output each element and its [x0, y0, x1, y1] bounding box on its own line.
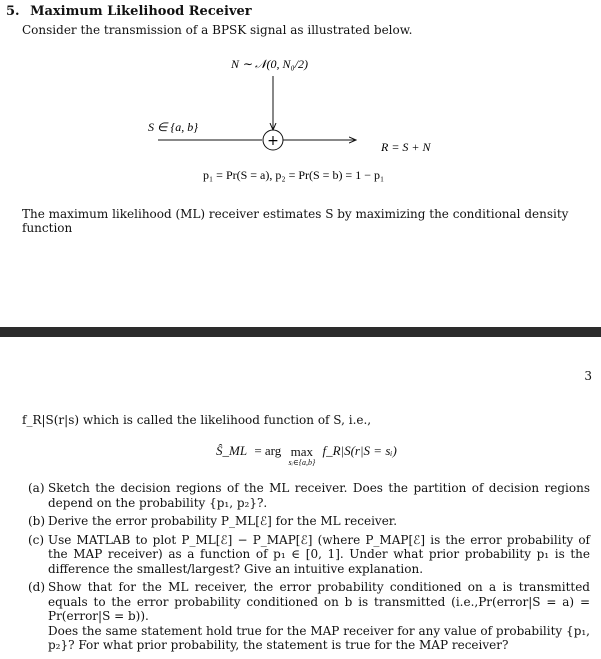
question-label: (a): [28, 481, 45, 495]
ml-paragraph-start: The maximum likelihood (ML) receiver estimates S by maximizing the conditional density function: [22, 207, 569, 235]
question-label: (c): [28, 532, 45, 547]
question-label: (b): [28, 514, 46, 528]
intro-text: Consider the transmission of a BPSK signal as illustrated below.: [22, 23, 413, 37]
problem-number: 5.: [6, 4, 20, 19]
ml-equation: [216, 443, 397, 465]
question-text-followup: Does the same statement hold true for the MAP receiver for any value of probability {p₁, p₂}? For what prior probability, the statement is true for the MAP receiver?: [48, 623, 590, 652]
question-text: Derive the error probability P_ML[ℰ] for the ML receiver.: [48, 514, 398, 528]
ml-paragraph-end: f_R|S(r|s) which is called the likelihood function of S, i.e.,: [22, 413, 372, 427]
equation-max: max: [290, 444, 314, 459]
output-label: R = S + N: [381, 140, 431, 154]
problem-title: Maximum Likelihood Receiver: [30, 4, 252, 19]
question-c: [28, 533, 590, 577]
question-list: [28, 481, 590, 657]
equation-rhs: f_R|S(r|S = sᵢ): [322, 443, 397, 458]
equation-equals: = arg: [254, 443, 282, 458]
priors-label: p₁ = Pr(S = a), p₂ = Pr(S = b) = 1 − p₁: [203, 168, 385, 182]
equation-operator: [289, 445, 316, 467]
question-d: [28, 580, 590, 653]
noise-label: N ∼ 𝒩(0, N₀/2): [231, 57, 309, 71]
question-b: [28, 514, 590, 529]
question-text: Sketch the decision regions of the ML receiver. Does the partition of decision regions depend on the probability {p₁, p₂}?.: [48, 481, 590, 510]
question-text: Show that for the ML receiver, the error probability conditioned on a is transmitted equals to the error probability conditioned on b is transmitted (i.e.,Pr(error|S = a) = Pr(error|S = b)).: [48, 580, 590, 623]
question-label: (d): [28, 580, 46, 594]
page-number: 3: [584, 369, 592, 383]
input-label: S ∈ {a, b}: [148, 120, 199, 134]
question-text: Use MATLAB to plot P_ML[ℰ] − P_MAP[ℰ] (where P_MAP[ℰ] is the error probability of the MAP receiver) as a function of p₁ ∈ [0, 1]. Under what prior probability p₁ is the difference the smallest/largest? Give an intuitive explanation.: [48, 532, 590, 576]
equation-max-subscript: sᵢ∈{a,b}: [288, 458, 316, 467]
adder-plus: +: [267, 133, 279, 149]
page-divider: [0, 327, 601, 337]
equation-lhs: Ŝ_ML: [216, 443, 248, 458]
question-a: [28, 481, 590, 510]
